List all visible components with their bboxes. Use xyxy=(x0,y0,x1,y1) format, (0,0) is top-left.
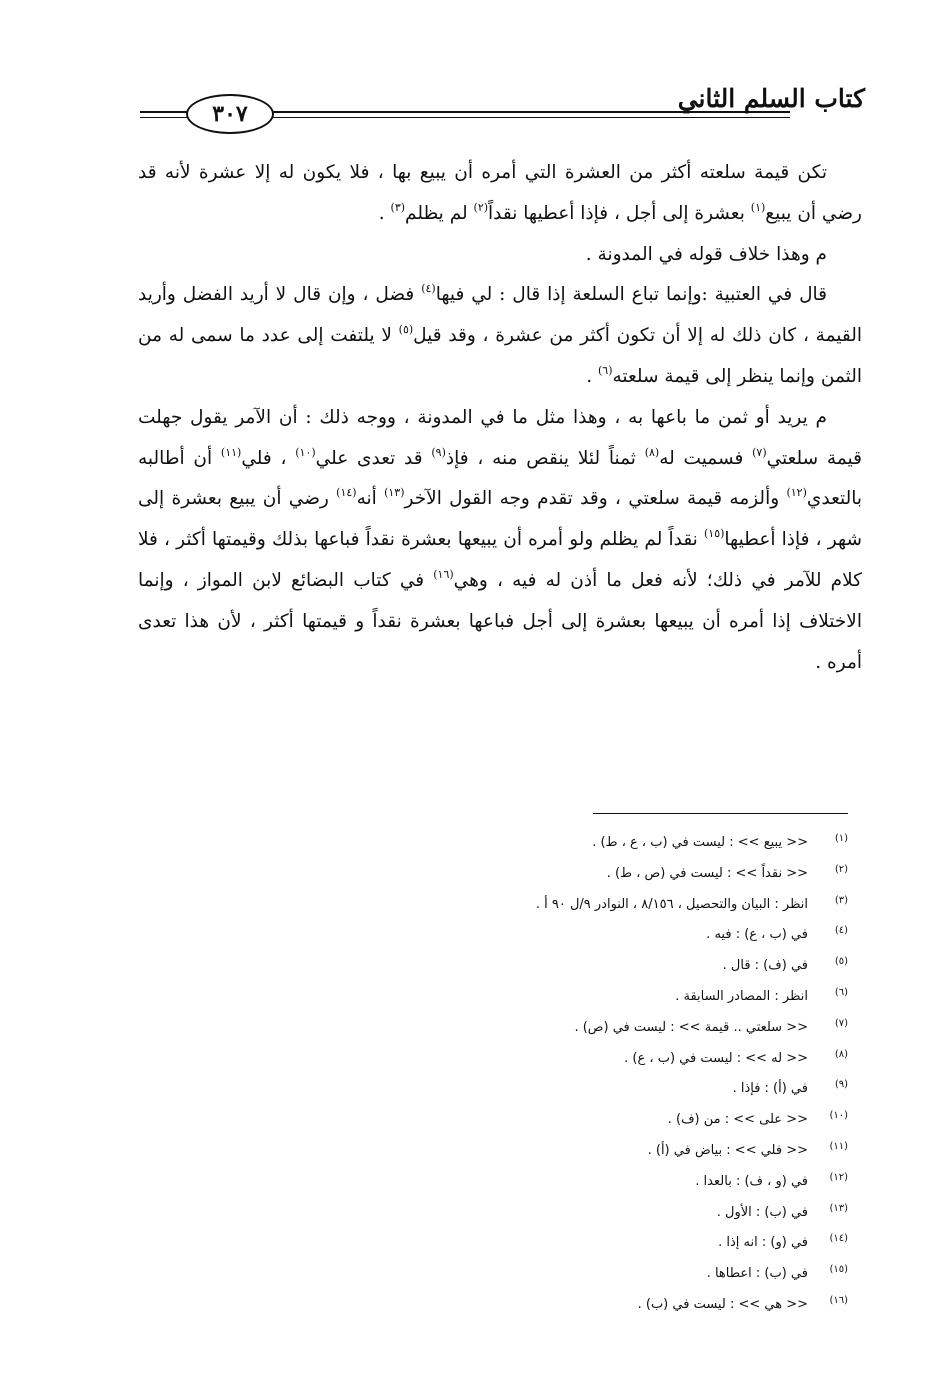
footnote-reference[interactable]: (٧) xyxy=(752,445,767,459)
footnote-reference[interactable]: (١٥) xyxy=(703,527,725,541)
body-text: ، فلي xyxy=(241,447,296,469)
footnote-text: انظر : المصادر السابقة . xyxy=(675,988,808,1004)
body-paragraph xyxy=(138,235,862,276)
body-text: رضي أن يبيع بعشرة إلى شهر ، فإذا أعطيها xyxy=(138,488,862,551)
body-text: م يريد أو ثمن ما باعها به ، وهذا مثل ما في المدونة ، ووجه ذلك : أن الآمر يقول جهلت قيمة سلعتي xyxy=(138,406,862,469)
footnote-text: في (و) : انه إذا . xyxy=(718,1235,808,1251)
footnote-separator xyxy=(593,813,848,814)
footnote-number: (٥) xyxy=(834,956,848,968)
footnote-item xyxy=(148,1165,848,1196)
footnote-text: في (ف) : قال . xyxy=(722,958,808,974)
footnote-reference[interactable]: (١٣) xyxy=(384,486,405,500)
footnote-reference[interactable]: (٥) xyxy=(398,323,414,337)
footnote-text: في (ب) : الأول . xyxy=(716,1204,808,1220)
body-text: تكن قيمة سلعته أكثر من العشرة التي أمره أن يبيع بها ، فلا يكون له إلا عشرة لأنه قد رضي أن يبيع xyxy=(138,162,862,224)
footnote-number: (٣) xyxy=(834,894,848,906)
footnote-text: << نقداً >> : ليست في (ص ، ط) . xyxy=(606,865,808,881)
footnote-text: << له >> : ليست في (ب ، ع) . xyxy=(624,1050,808,1066)
footnote-item xyxy=(148,1011,848,1042)
body-text: في كتاب البضائع لابن المواز ، وإنما الاختلاف إذا أمره أن يبيعها بعشرة إلى أجل فباعها بعشرة نقداً و قيمتها أكثر ، لأن هذا تعدى أمره . xyxy=(138,569,862,673)
footnote-item xyxy=(148,1196,848,1227)
body-text: أن أطالبه بالتعدي xyxy=(138,447,862,510)
footnote-reference[interactable]: (٦) xyxy=(597,363,613,377)
body-text: لم يظلم xyxy=(405,202,474,224)
footnote-number: (١٤) xyxy=(829,1233,848,1245)
body-text: وألزمه قيمة سلعتي ، وقد تقدم وجه القول الآخر xyxy=(404,488,787,510)
footnote-text: انظر : البيان والتحصيل ، ٨/١٥٦ ، النوادر ٩/ل ٩٠ أ . xyxy=(535,896,808,912)
footnote-reference[interactable]: (١٢) xyxy=(786,486,807,500)
footnote-text: << فلي >> : بياض في (أ) . xyxy=(647,1142,808,1158)
footnotes-list xyxy=(148,826,848,1319)
body-text: قال في العتبية :وإنما تباع السلعة إذا قال : لي فيها xyxy=(435,284,827,306)
footnote-item xyxy=(148,1042,848,1073)
body-text: . xyxy=(586,365,598,387)
body-paragraph xyxy=(138,153,862,235)
footnote-text: في (ب) : اعطاها . xyxy=(706,1266,808,1282)
footnote-item xyxy=(148,980,848,1011)
footnote-text: << سلعتي .. قيمة >> : ليست في (ص) . xyxy=(574,1019,808,1035)
footnote-number: (٦) xyxy=(834,986,848,998)
body-text: لا يلتفت إلى عدد ما سمى له من الثمن وإنما ينظر إلى قيمة سلعته xyxy=(138,325,862,387)
footnote-number: (١٦) xyxy=(829,1294,848,1306)
footnote-item xyxy=(148,918,848,949)
body-text: ثمناً لئلا ينقص منه ، فإذ xyxy=(445,447,645,469)
page-header xyxy=(130,78,865,138)
body-paragraph xyxy=(138,275,862,397)
body-text: فسميت له xyxy=(659,447,753,469)
footnote-item xyxy=(148,1257,848,1288)
body-text: بعشرة إلى أجل ، فإذا أعطيها نقداً xyxy=(488,202,751,224)
body-text: نقداً لم يظلم ولو أمره أن يبيعها بعشرة نقداً فباعها بذلك وقيمتها أكثر ، فلا كلام للآمر في ذلك؛ لأنه فعل ما أذن له فيه ، وهي xyxy=(138,529,862,591)
footnote-text: في (أ) : فإذا . xyxy=(732,1081,808,1097)
page-number: ٣٠٧ xyxy=(186,94,274,134)
footnote-item xyxy=(148,1072,848,1103)
body-text: م وهذا خلاف قوله في المدونة . xyxy=(585,243,827,265)
footnote-reference[interactable]: (٩) xyxy=(431,445,446,459)
footnote-item xyxy=(148,1288,848,1319)
footnote-reference[interactable]: (٤) xyxy=(421,282,436,296)
footnote-item xyxy=(148,826,848,857)
footnote-reference[interactable]: (٨) xyxy=(644,445,660,459)
footnote-item xyxy=(148,857,848,888)
footnote-item xyxy=(148,949,848,980)
footnote-item xyxy=(148,1226,848,1257)
footnote-text: << يبيع >> : ليست في (ب ، ع ، ط) . xyxy=(592,835,808,850)
footnote-text: << على >> : من (ف) . xyxy=(667,1112,808,1128)
main-text xyxy=(138,153,862,683)
footnote-text: << هي >> : ليست في (ب) . xyxy=(637,1296,808,1312)
footnote-reference[interactable]: (١٤) xyxy=(336,486,357,500)
footnote-number: (٤) xyxy=(834,925,848,937)
footnote-text: في (و ، ف) : بالعدا . xyxy=(695,1173,808,1189)
footnote-item xyxy=(148,1103,848,1134)
footnote-reference[interactable]: (٢) xyxy=(473,200,489,214)
book-title: كتاب السلم الثاني xyxy=(677,84,865,113)
footnote-reference[interactable]: (١١) xyxy=(220,445,242,459)
footnote-reference[interactable]: (١٠) xyxy=(295,445,316,459)
footnote-number: (١) xyxy=(834,833,848,844)
footnote-number: (٢) xyxy=(834,863,848,875)
footnote-item xyxy=(148,1134,848,1165)
footnote-number: (١٥) xyxy=(829,1264,848,1276)
footnote-number: (٧) xyxy=(834,1017,848,1029)
footnote-reference[interactable]: (١٦) xyxy=(433,567,454,581)
footnote-number: (١٣) xyxy=(829,1202,848,1214)
footnote-reference[interactable]: (١) xyxy=(750,200,766,214)
footnote-number: (٨) xyxy=(834,1048,848,1060)
footnote-number: (١٢) xyxy=(829,1171,848,1183)
body-text: . xyxy=(378,202,391,224)
footnote-reference[interactable]: (٣) xyxy=(390,200,406,214)
footnote-number: (١١) xyxy=(829,1140,848,1152)
body-paragraph xyxy=(138,398,862,684)
footnote-number: (٩) xyxy=(834,1079,848,1091)
body-text: قد تعدى علي xyxy=(315,447,432,469)
body-text: أنه xyxy=(356,488,385,510)
body-text: فضل ، وإن قال لا أريد الفضل وأريد القيمة ، كان ذلك له إلا أن تكون أكثر من عشرة ، وقد قيل xyxy=(138,284,862,347)
footnote-number: (١٠) xyxy=(829,1110,848,1122)
footnote-text: في (ب ، ع) : فيه . xyxy=(706,927,808,943)
footnote-item xyxy=(148,888,848,919)
